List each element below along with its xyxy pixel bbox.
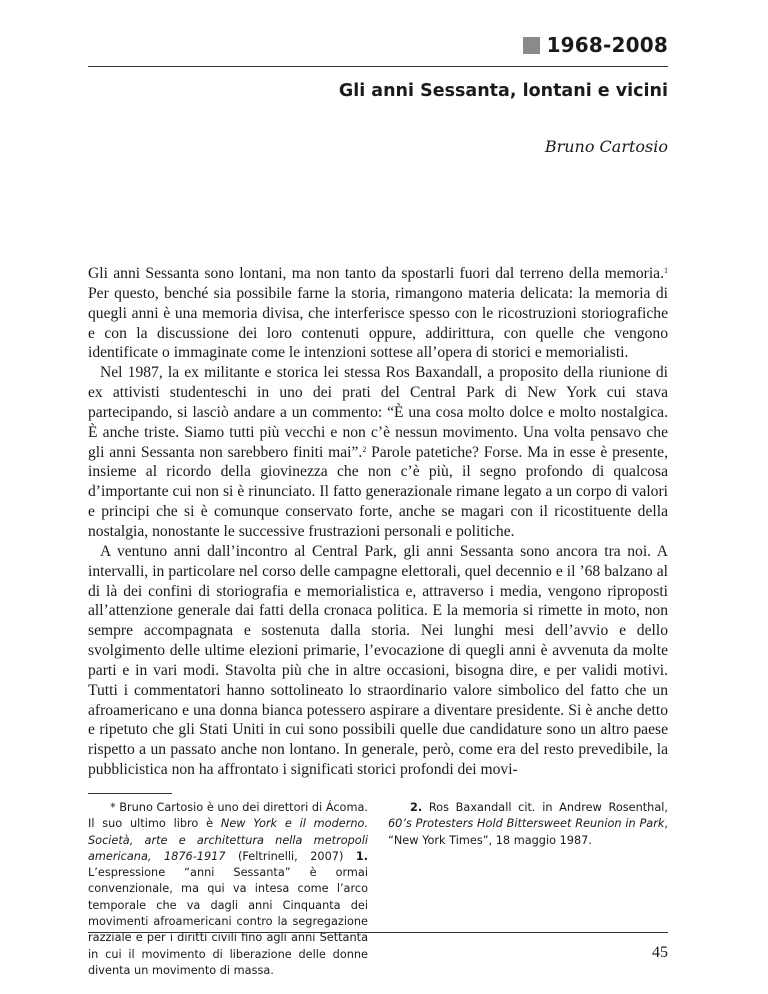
section-label: 1968-2008 [546,33,668,57]
page-number: 45 [652,944,668,961]
book-title: New York e il moderno. Società, arte e architettura nella metropoli americana, 1876-1917 [88,817,368,863]
footnote-2: 2. Ros Baxandall cit. in Andrew Rosenthal, 60’s Protesters Hold Bittersweet Reunion in Park, “New York Times”, 18 maggio 1987. [388,801,668,847]
footer-rule [88,932,668,933]
footnotes-column-right [388,800,668,979]
section-square-icon [523,37,540,54]
paragraph-3: A ventuno anni dall’incontro al Central Park, gli anni Sessanta sono ancora tra noi. A intervalli, in particolare nel corso delle campagne elettorali, quel decennio e il ’68 balzano al di là dei confini di storiografia e memorialistica e, attraverso i media, vengono riproposti all’attenzione generale dai fatti della cronaca politica. E la memoria si rimette in moto, non sempre accompagnata e sostenuta dalla storia. Nei lunghi mesi dell’avvio e dello svolgimento delle ultime elezioni primarie, l’evocazione di quegli anni è avvenuta da molte parti e in vari modi. Stavolta più che in altre occasioni, bisogna dire, e per validi motivi. Tutti i commentatori hanno sottolineato lo straordinario valore simbolico del fatto che un afroamericano e una donna bianca potessero aspirare a diventare presidente. Si è anche detto e ripetuto che gli Stati Uniti in cui sono possibili quelle due candidature sono un altro paese rispetto a un passato anche non lontano. In generale, però, come era del resto prevedibile, la pubblicistica non ha affrontato i significati storici profondi dei movi- [88,542,668,779]
footnotes-column-left [88,800,368,979]
header-rule [88,66,668,67]
author-note: * Bruno Cartosio è uno dei direttori di Ácoma. Il suo ultimo libro è New York e il moderno. Società, arte e architettura nella metropoli americana, 1876-1917 (Feltrinelli, 2007) 1. L’espressione “anni Sessanta” è ormai convenzionale, ma qui va intesa come l’arco temporale che va dagli anni Cinquanta dei movimenti afroamericani contro la segregazione razziale e per i diritti civili fino agli anni Settanta in cui il movimento di liberazione delle donne diventa un movimento di massa. [88,801,368,977]
footnote-ref-1[interactable]: 1 [664,266,668,275]
article-body [88,264,668,780]
paragraph-2: Nel 1987, la ex militante e storica lei stessa Ros Baxandall, a proposito della riunione di ex attivisti studenteschi in uno dei prati del Central Park di New York cui stava partecipando, si lasciò andare a un commento: “È una cosa molto dolce e molto nostalgica. È anche triste. Siamo tutti più vecchi e non c’è nessun movimento. Una volta pensavo che gli anni Sessanta non sarebbero finiti mai”.$^2$ Parole patetiche? Forse. Ma in esse è presente, insieme al ricordo della giovinezza che non c’è più, il segno profondo di qualcosa d’importante cui non si è rinunciato. Il fatto generazionale rimane legato a un corpo di valori e principi che si è comunque conservato forte, anche se magari con il ricostituente della nostalgia, nonostante le successive frustrazioni personali e politiche. [88,364,668,540]
footnotes-rule [88,793,172,794]
section-header [523,33,668,57]
article-title: Gli anni Sessanta, lontani e vicini [338,81,668,101]
footnote-number-2: 2. [410,801,423,814]
author-name: Bruno Cartosio [544,137,668,156]
footnotes [88,800,668,979]
paragraph-1: Gli anni Sessanta sono lontani, ma non tanto da spostarli fuori dal terreno della memoria.$^1$ Per questo, benché sia possibile farne la storia, rimangono materia delicata: la memoria di quegli anni è una memoria divisa, che interferisce spesso con le ricostruzioni storiografiche e con la discussione dei loro contenuti oppure, addirittura, con quelle che vengono identificate o immaginate come le intenzioni sottese all’opera di storici e memorialisti. [88,265,668,362]
footnote-ref-2[interactable]: 2 [362,444,367,454]
footnote-1-text: L’espressione “anni Sessanta” è ormai convenzionale, ma qui va intesa come l’arco temporale che va dagli anni Cinquanta dei movimenti afroamericani contro la segregazione razziale e per i diritti civili fino agli anni Settanta in cui il movimento di liberazione delle donne diventa un movimento di massa. [88,866,368,977]
footnote-number-1: 1. [355,849,368,863]
cited-article-title: 60’s Protesters Hold Bittersweet Reunion in Park [388,817,665,831]
